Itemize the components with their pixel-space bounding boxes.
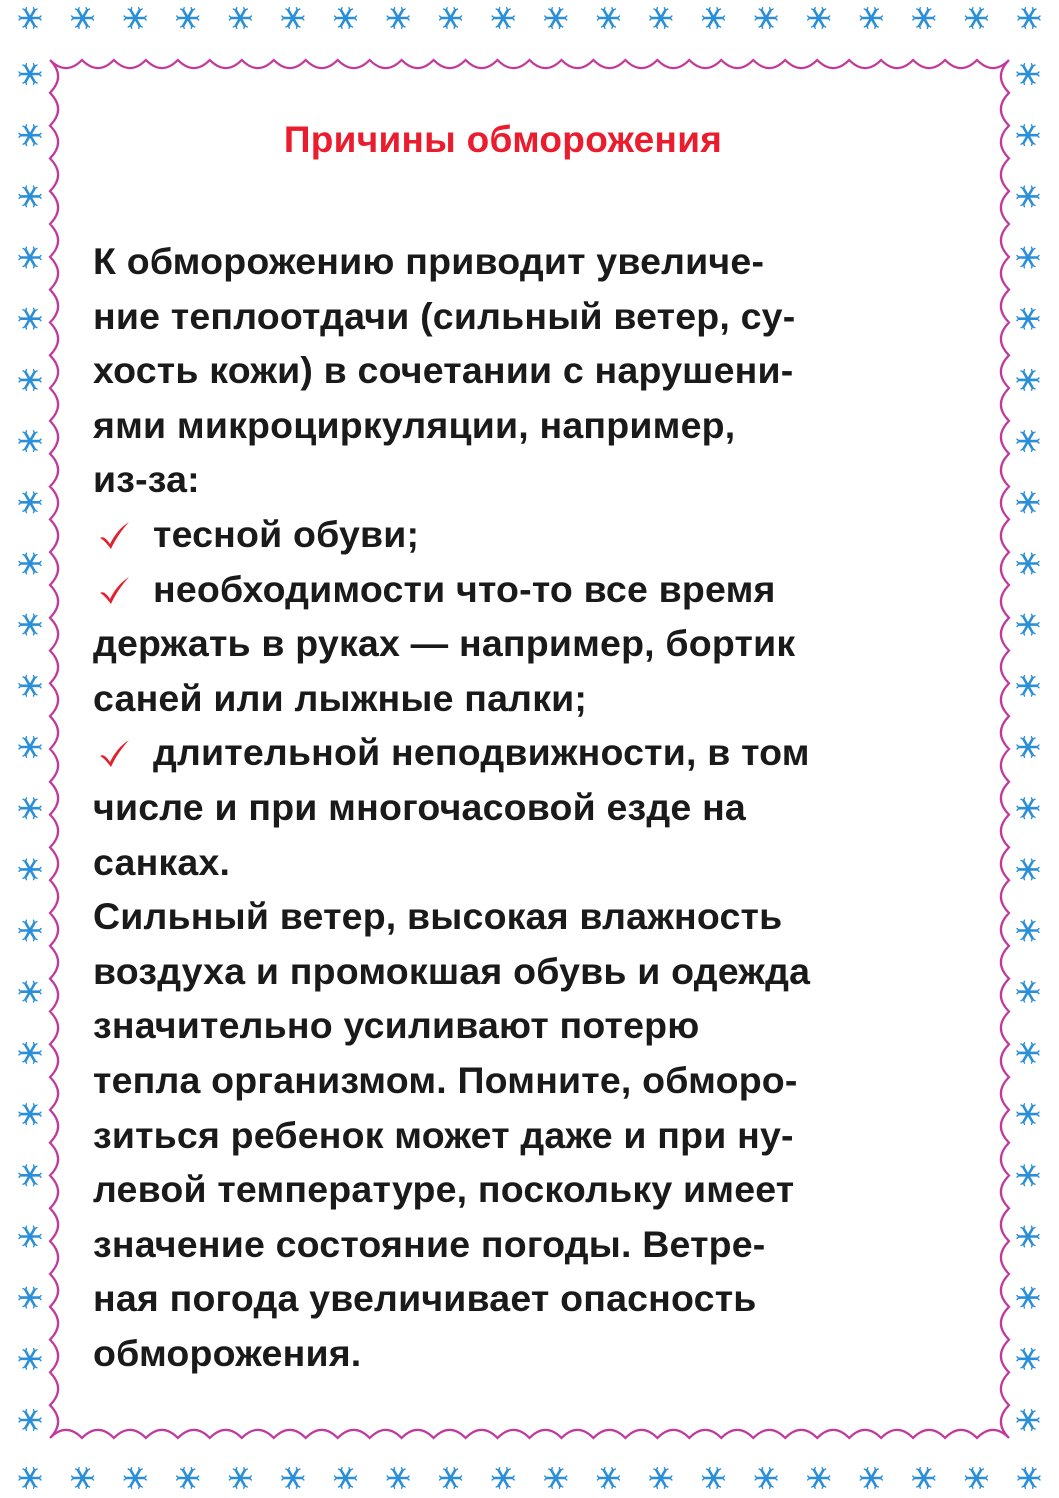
line-text: тепла организмом. Помните, обморо- xyxy=(93,1058,798,1101)
snowflake-icon xyxy=(19,1468,41,1489)
snowflake-icon xyxy=(19,247,41,268)
text-line xyxy=(93,616,993,671)
snowflake-icon xyxy=(19,1410,41,1431)
line-text: значение состояние погоды. Ветре- xyxy=(93,1222,766,1265)
poster-title: Причины обморожения xyxy=(283,119,723,160)
snowflake-icon xyxy=(1017,1043,1039,1064)
snowflake-icon xyxy=(19,8,41,29)
snowflake-icon xyxy=(440,1468,462,1489)
snowflake-icon xyxy=(19,676,41,697)
snowflake-icon xyxy=(19,737,41,758)
snowflake-icon xyxy=(860,1468,882,1489)
snowflake-icon xyxy=(755,1468,777,1489)
snowflake-icon xyxy=(282,1468,304,1489)
snowflake-icon xyxy=(19,859,41,880)
text-line xyxy=(93,1271,993,1326)
text-line xyxy=(93,944,993,999)
text-line xyxy=(93,889,993,944)
snowflake-icon xyxy=(177,1468,199,1489)
line-text: длительной неподвижности, в том xyxy=(153,731,810,774)
snowflake-icon xyxy=(19,1226,41,1247)
snowflake-icon xyxy=(387,1468,409,1489)
text-line xyxy=(93,1326,993,1381)
snowflake-icon xyxy=(1017,920,1039,941)
text-line xyxy=(93,671,993,726)
snowflake-icon xyxy=(545,8,567,29)
text-line xyxy=(93,835,993,890)
text-line xyxy=(93,1217,993,1272)
snowflake-icon xyxy=(19,798,41,819)
snowflake-icon xyxy=(808,1468,830,1489)
snowflake-icon xyxy=(335,8,357,29)
snowflake-icon xyxy=(1017,859,1039,880)
snowflake-icon xyxy=(1017,186,1039,207)
snowflake-icon xyxy=(1017,1226,1039,1247)
checklist-item xyxy=(93,507,993,562)
line-text: воздуха и промокшая обувь и одежда xyxy=(93,949,811,992)
snowflake-icon xyxy=(335,1468,357,1489)
snowflake-icon xyxy=(703,1468,725,1489)
snowflake-icon xyxy=(19,1104,41,1125)
text-line xyxy=(93,343,993,398)
snowflake-icon xyxy=(1017,798,1039,819)
line-text: саней или лыжные палки; xyxy=(93,676,588,719)
snowflake-icon xyxy=(1017,431,1039,452)
snowflake-icon xyxy=(19,431,41,452)
snowflake-icon xyxy=(19,981,41,1002)
checkmark-icon xyxy=(97,576,131,606)
line-text: держать в руках — например, бортик xyxy=(93,622,796,665)
snowflake-icon xyxy=(19,1165,41,1186)
snowflake-icon xyxy=(1017,370,1039,391)
line-text: числе и при многочасовой езде на xyxy=(93,785,746,828)
line-text: из-за: xyxy=(93,458,200,501)
snowflake-icon xyxy=(19,614,41,635)
snowflake-icon xyxy=(1017,492,1039,513)
line-text: ями микроциркуляции, например, xyxy=(93,403,736,446)
line-text: левой температуре, поскольку имеет xyxy=(93,1168,795,1211)
line-text: Сильный ветер, высокая влажность xyxy=(93,895,783,938)
snowflake-icon xyxy=(1017,1165,1039,1186)
snowflake-icon xyxy=(1017,553,1039,574)
text-line xyxy=(93,234,993,289)
snowflake-icon xyxy=(19,186,41,207)
line-text: ная погода увеличивает опасность xyxy=(93,1277,757,1320)
snowflake-icon xyxy=(282,8,304,29)
text-line xyxy=(93,1162,993,1217)
snowflake-icon xyxy=(124,8,146,29)
snowflake-icon xyxy=(755,8,777,29)
line-text: К обморожению приводит увеличе- xyxy=(93,240,765,282)
snowflake-icon xyxy=(124,1468,146,1489)
snowflake-icon xyxy=(597,1468,619,1489)
line-text: хость кожи) в сочетании с нарушени- xyxy=(93,349,794,392)
snowflake-icon xyxy=(860,8,882,29)
snowflake-icon xyxy=(440,8,462,29)
snowflake-icon xyxy=(19,1349,41,1370)
snowflake-icon xyxy=(1018,1468,1040,1489)
line-text: значительно усиливают потерю xyxy=(93,1004,700,1047)
line-text: необходимости что-то все время xyxy=(153,567,776,610)
snowflake-icon xyxy=(703,8,725,29)
text-line xyxy=(93,780,993,835)
snowflake-icon xyxy=(229,1468,251,1489)
snowflake-icon xyxy=(1017,737,1039,758)
snowflake-icon xyxy=(1017,1349,1039,1370)
snowflake-icon xyxy=(19,308,41,329)
snowflake-icon xyxy=(229,8,251,29)
line-text: зиться ребенок может даже и при ну- xyxy=(93,1113,794,1156)
snowflake-icon xyxy=(650,1468,672,1489)
line-text: тесной обуви; xyxy=(153,512,420,555)
snowflake-icon xyxy=(1017,676,1039,697)
snowflake-icon xyxy=(1017,1104,1039,1125)
snowflake-icon xyxy=(19,920,41,941)
checklist-item xyxy=(93,725,993,780)
text-line xyxy=(93,1108,993,1163)
text-line xyxy=(93,398,993,453)
snowflake-icon xyxy=(1017,1287,1039,1308)
snowflake-icon xyxy=(913,1468,935,1489)
snowflake-icon xyxy=(492,1468,514,1489)
snowflake-icon xyxy=(19,1287,41,1308)
text-line xyxy=(93,452,993,507)
snowflake-icon xyxy=(72,1468,94,1489)
line-text: ние теплоотдачи (сильный ветер, су- xyxy=(93,294,796,337)
snowflake-icon xyxy=(965,1468,987,1489)
snowflake-icon xyxy=(965,8,987,29)
snowflake-icon xyxy=(72,8,94,29)
snowflake-icon xyxy=(1017,64,1039,85)
snowflake-icon xyxy=(545,1468,567,1489)
snowflake-icon xyxy=(1017,308,1039,329)
snowflake-icon xyxy=(19,553,41,574)
snowflake-icon xyxy=(387,8,409,29)
snowflake-icon xyxy=(1018,8,1040,29)
snowflake-icon xyxy=(19,492,41,513)
snowflake-icon xyxy=(1017,614,1039,635)
line-text: санках. xyxy=(93,840,231,883)
line-text: обморожения. xyxy=(93,1331,362,1374)
text-line xyxy=(93,1053,993,1108)
snowflake-icon xyxy=(177,8,199,29)
snowflake-icon xyxy=(1017,1410,1039,1431)
snowflake-icon xyxy=(1017,981,1039,1002)
text-line xyxy=(93,289,993,344)
checkmark-icon xyxy=(97,521,131,551)
snowflake-icon xyxy=(1017,125,1039,146)
snowflake-icon xyxy=(808,8,830,29)
body-text xyxy=(93,234,993,1380)
checklist-item xyxy=(93,562,993,617)
snowflake-icon xyxy=(597,8,619,29)
snowflake-icon xyxy=(19,1043,41,1064)
snowflake-icon xyxy=(650,8,672,29)
snowflake-icon xyxy=(19,64,41,85)
text-line xyxy=(93,998,993,1053)
checkmark-icon xyxy=(97,739,131,769)
snowflake-icon xyxy=(1017,247,1039,268)
snowflake-icon xyxy=(19,370,41,391)
snowflake-icon xyxy=(913,8,935,29)
snowflake-icon xyxy=(492,8,514,29)
